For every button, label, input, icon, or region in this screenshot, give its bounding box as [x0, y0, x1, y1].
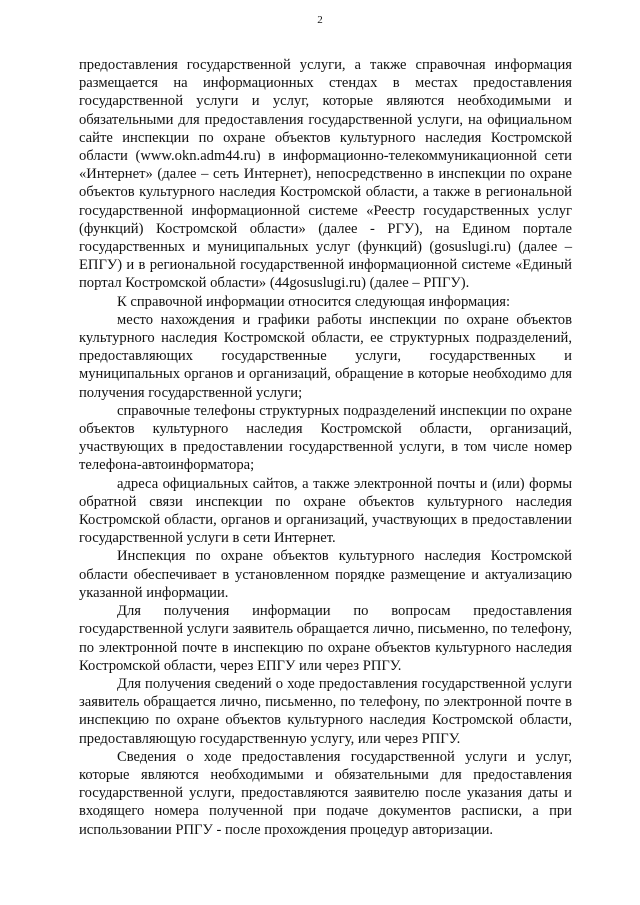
- paragraph-progress-details: Сведения о ходе предоставления государственной услуги и услуг, которые являются необходимыми и обязательными для предоставления государственной услуги, предоставляются заявителю после указания даты и входящего номера полученной при подаче документов расписки, а при использовании РПГУ - после прохождения процедур авторизации.: [79, 748, 572, 838]
- paragraph-reference-info-intro: К справочной информации относится следующая информация:: [117, 293, 511, 310]
- paragraph-obtaining-info: Для получения информации по вопросам предоставления государственной услуги заявитель обращается лично, письменно, по телефону, по электронной почте в инспекцию по охране объектов культурного наследия Костромской области, через ЕПГУ или через РПГУ.: [79, 603, 572, 674]
- paragraph-progress-info: Для получения сведений о ходе предоставления государственной услуги заявитель обращается лично, письменно, по телефону, по электронной почте в инспекцию по охране объектов культурного наследия Костромской области, предоставляющую государственную услугу, или через РПГУ.: [79, 675, 572, 747]
- paragraph-inspection-ensures: Инспекция по охране объектов культурного наследия Костромской области обеспечивает в установленном порядке размещение и актуализацию указанной информации.: [79, 548, 572, 601]
- paragraph-location-schedule: место нахождения и графики работы инспекции по охране объектов культурного наследия Костромской области, ее структурных подразделений, предоставляющих государственные услуги, государственных и муниципальных органов и организаций, обращение в которые необходимо для получения государственной услуги;: [79, 311, 572, 401]
- paragraph-info-placement: предоставления государственной услуги, а также справочная информация размещается на информационных стендах в местах предоставления государственной услуги и услуг, которые являются необходимыми и обязательными для предоставления государственной услуги, на официальном сайте инспекции по охране объектов культурного наследия Костромской области (www.okn.adm44.ru) в информационно-телекоммуникационной сети «Интернет» (далее – сеть Интернет), непосредственно в инспекции по охране объектов культурного наследия Костромской области, а также в региональной государственной информационной системе «Реестр государственных услуг (функций) Костромской области» (далее - РГУ), на Едином портале государственных и муниципальных услуг (функций) (gosuslugi.ru) (далее – ЕПГУ) и в региональной государственной информационной системе «Единый портал Костромской области» (44gosuslugi.ru) (далее – РПГУ).: [79, 57, 572, 292]
- page-number: 2: [317, 14, 323, 26]
- document-body: [79, 56, 572, 839]
- paragraph-websites-email: адреса официальных сайтов, а также электронной почты и (или) формы обратной связи инспекции по охране объектов культурного наследия Костромской области, органов и организаций, участвующих в предоставлении государственной услуги в сети Интернет.: [79, 475, 572, 547]
- paragraph-reference-phones: справочные телефоны структурных подразделений инспекции по охране объектов культурного наследия Костромской области, организаций, участвующих в предоставлении государственной услуги, в том числе номер телефона-автоинформатора;: [79, 402, 572, 474]
